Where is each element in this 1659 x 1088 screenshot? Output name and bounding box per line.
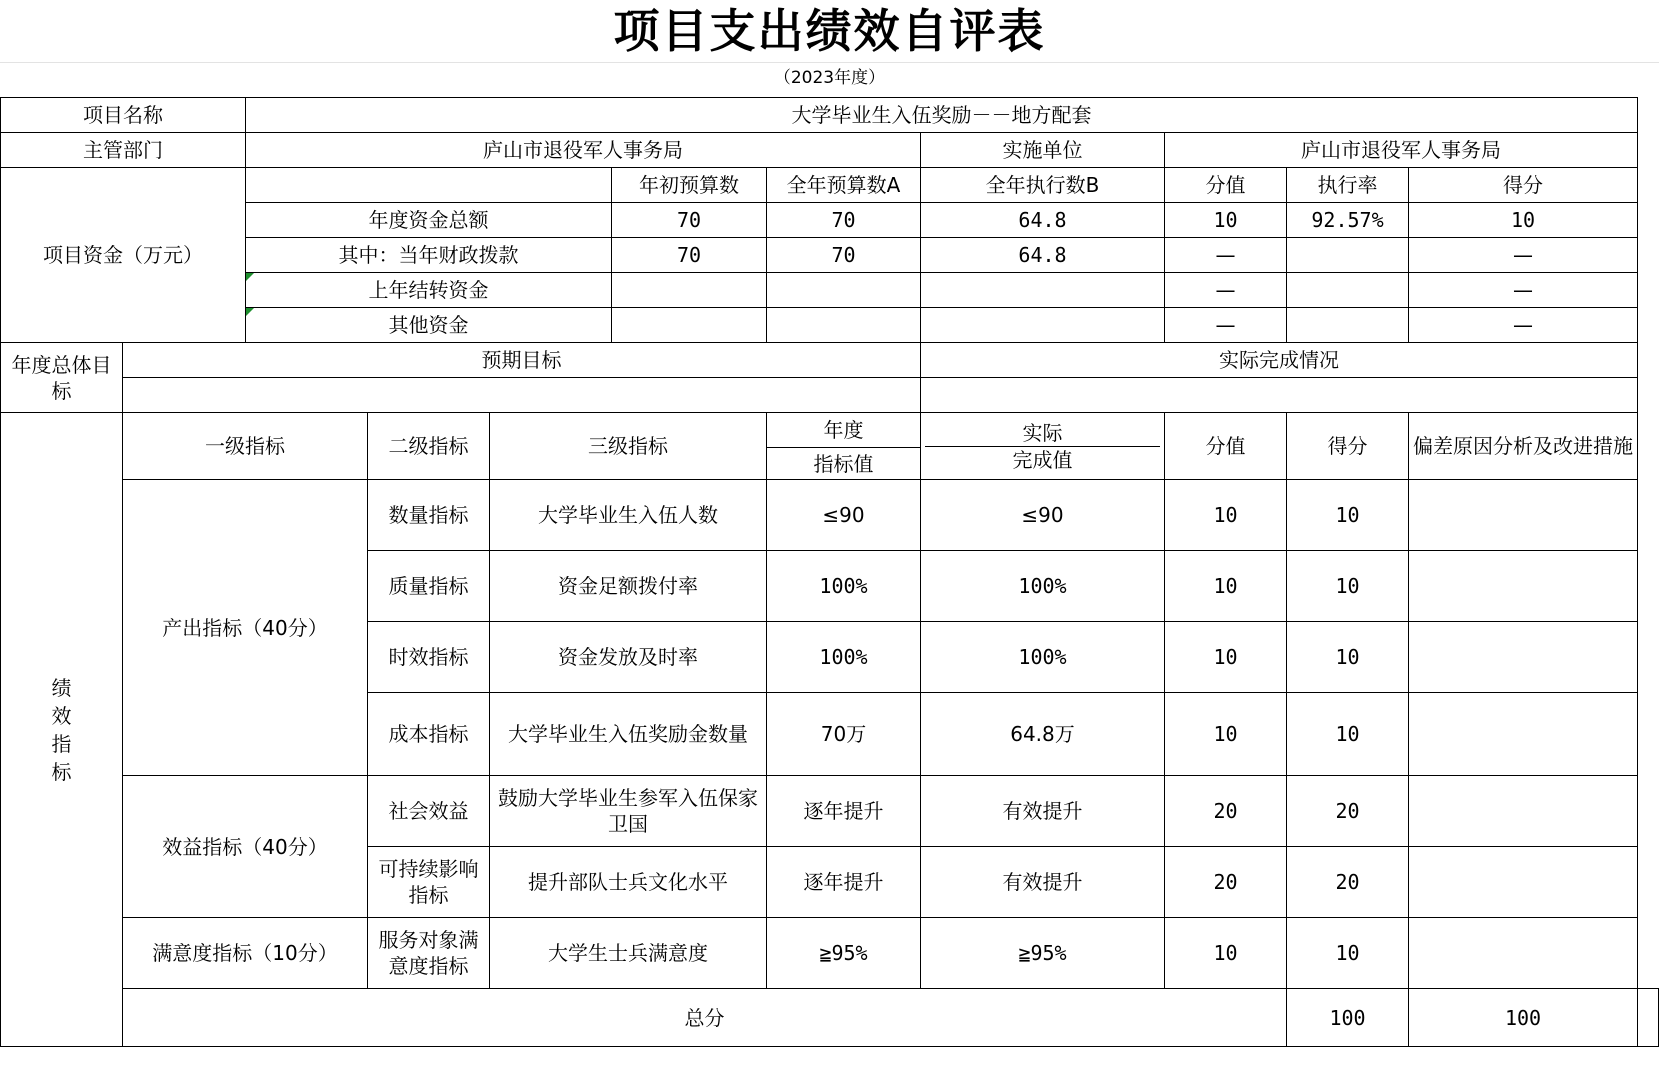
indicators-section-label — [1, 413, 123, 1047]
indicator-level3[interactable]: 大学毕业生入伍奖励金数量 — [490, 693, 767, 776]
indicator-score[interactable]: 20 — [1287, 847, 1409, 918]
indicator-score-value[interactable]: 10 — [1165, 918, 1287, 989]
indicator-deviation[interactable] — [1409, 480, 1638, 551]
comment-marker-icon[interactable] — [246, 308, 254, 316]
total-label: 总分 — [123, 989, 1287, 1047]
impl-value[interactable]: 庐山市退役军人事务局 — [1165, 133, 1638, 168]
indicator-deviation[interactable] — [1409, 776, 1638, 847]
indicator-level3[interactable]: 大学生士兵满意度 — [490, 918, 767, 989]
indicator-score-value[interactable]: 10 — [1165, 622, 1287, 693]
funds-row-rate[interactable]: 92.57% — [1287, 203, 1409, 238]
header-actual-top: 实际 — [925, 420, 1160, 447]
dept-label: 主管部门 — [1, 133, 246, 168]
funds-header-blank[interactable] — [246, 168, 612, 203]
group-satisfaction: 满意度指标（10分） — [123, 918, 368, 989]
funds-header-annual: 全年预算数A — [767, 168, 921, 203]
funds-row-score-value[interactable]: 10 — [1165, 203, 1287, 238]
group-benefit: 效益指标（40分） — [123, 776, 368, 918]
header-score: 得分 — [1287, 413, 1409, 480]
indicator-level3[interactable]: 资金足额拨付率 — [490, 551, 767, 622]
funds-header-initial: 年初预算数 — [612, 168, 767, 203]
project-name-value[interactable]: 大学毕业生入伍奖励－－地方配套 — [246, 98, 1638, 133]
indicator-deviation[interactable] — [1409, 918, 1638, 989]
indicator-target[interactable]: ≤90 — [767, 480, 921, 551]
funds-row-initial[interactable]: 70 — [612, 203, 767, 238]
indicator-score-value[interactable]: 20 — [1165, 776, 1287, 847]
funds-row-rate[interactable] — [1287, 238, 1409, 273]
impl-label: 实施单位 — [921, 133, 1165, 168]
indicator-score[interactable]: 10 — [1287, 622, 1409, 693]
project-name-label: 项目名称 — [1, 98, 246, 133]
funds-row-annual[interactable]: 70 — [767, 203, 921, 238]
funds-label: 项目资金（万元） — [1, 168, 246, 343]
page-subtitle: （2023年度） — [773, 68, 886, 88]
indicator-actual[interactable]: 64.8万 — [921, 693, 1165, 776]
indicator-level3[interactable]: 提升部队士兵文化水平 — [490, 847, 767, 918]
funds-row-name-text: 上年结转资金 — [368, 278, 489, 302]
indicator-level3[interactable]: 大学毕业生入伍人数 — [490, 480, 767, 551]
indicator-score-value[interactable]: 10 — [1165, 693, 1287, 776]
dept-value[interactable]: 庐山市退役军人事务局 — [246, 133, 921, 168]
funds-row-annual[interactable] — [767, 273, 921, 308]
comment-marker-icon[interactable] — [246, 273, 254, 281]
funds-row-executed[interactable]: 64.8 — [921, 203, 1165, 238]
funds-row-score[interactable]: — — [1409, 308, 1638, 343]
indicator-score-value[interactable]: 10 — [1165, 480, 1287, 551]
funds-row-executed[interactable] — [921, 308, 1165, 343]
funds-row-initial[interactable]: 70 — [612, 238, 767, 273]
indicator-score-value[interactable]: 20 — [1165, 847, 1287, 918]
indicator-level2: 服务对象满意度指标 — [368, 918, 490, 989]
funds-row-name-text: 其他资金 — [388, 313, 469, 337]
funds-row-score[interactable]: — — [1409, 238, 1638, 273]
total-score[interactable]: 100 — [1409, 989, 1638, 1047]
funds-header-score-value: 分值 — [1165, 168, 1287, 203]
funds-header-score: 得分 — [1409, 168, 1638, 203]
header-actual — [921, 413, 1165, 480]
funds-row-score-value[interactable]: — — [1165, 238, 1287, 273]
funds-row-score-value[interactable]: — — [1165, 273, 1287, 308]
funds-header-executed: 全年执行数B — [921, 168, 1165, 203]
funds-row-name — [246, 308, 612, 343]
self-evaluation-table — [0, 97, 1659, 1047]
indicator-deviation[interactable] — [1409, 693, 1638, 776]
indicator-actual[interactable]: 有效提升 — [921, 847, 1165, 918]
indicator-level2: 可持续影响指标 — [368, 847, 490, 918]
indicator-target[interactable]: 100% — [767, 551, 921, 622]
indicator-actual[interactable]: ≤90 — [921, 480, 1165, 551]
goals-actual-value[interactable] — [921, 378, 1638, 413]
header-actual-bottom: 完成值 — [1012, 447, 1073, 472]
header-level1: 一级指标 — [123, 413, 368, 480]
funds-row-score[interactable]: 10 — [1409, 203, 1638, 238]
funds-row-score[interactable]: — — [1409, 273, 1638, 308]
indicator-target[interactable]: 逐年提升 — [767, 847, 921, 918]
indicator-actual[interactable]: ≧95% — [921, 918, 1165, 989]
funds-row-rate[interactable] — [1287, 273, 1409, 308]
indicator-score[interactable]: 20 — [1287, 776, 1409, 847]
header-level3: 三级指标 — [490, 413, 767, 480]
indicator-target[interactable]: 70万 — [767, 693, 921, 776]
funds-row-annual[interactable]: 70 — [767, 238, 921, 273]
indicator-level2: 成本指标 — [368, 693, 490, 776]
funds-row-initial[interactable] — [612, 308, 767, 343]
funds-row-name: 其中：当年财政拨款 — [246, 238, 612, 273]
goals-label: 年度总体目标 — [1, 343, 123, 413]
goals-expected-label: 预期目标 — [123, 343, 921, 378]
funds-header-rate: 执行率 — [1287, 168, 1409, 203]
indicator-score[interactable]: 10 — [1287, 918, 1409, 989]
total-score-value[interactable]: 100 — [1287, 989, 1409, 1047]
page-title: 项目支出绩效自评表 — [613, 4, 1046, 58]
header-annual-bottom: 指标值 — [767, 448, 921, 480]
indicator-level2: 质量指标 — [368, 551, 490, 622]
indicator-deviation[interactable] — [1409, 847, 1638, 918]
header-level2: 二级指标 — [368, 413, 490, 480]
indicator-score-value[interactable]: 10 — [1165, 551, 1287, 622]
goals-actual-label: 实际完成情况 — [921, 343, 1638, 378]
total-deviation[interactable] — [1638, 989, 1659, 1047]
funds-row-annual[interactable] — [767, 308, 921, 343]
funds-row-executed[interactable]: 64.8 — [921, 238, 1165, 273]
indicator-level2: 时效指标 — [368, 622, 490, 693]
funds-row-score-value[interactable]: — — [1165, 308, 1287, 343]
funds-row-rate[interactable] — [1287, 308, 1409, 343]
group-output: 产出指标（40分） — [123, 480, 368, 776]
funds-row-name: 年度资金总额 — [246, 203, 612, 238]
indicator-deviation[interactable] — [1409, 622, 1638, 693]
indicator-score[interactable]: 10 — [1287, 480, 1409, 551]
header-deviation: 偏差原因分析及改进措施 — [1409, 413, 1638, 480]
indicator-score[interactable]: 10 — [1287, 693, 1409, 776]
indicator-level3[interactable]: 资金发放及时率 — [490, 622, 767, 693]
indicator-actual[interactable]: 100% — [921, 622, 1165, 693]
indicator-target[interactable]: 逐年提升 — [767, 776, 921, 847]
funds-row-initial[interactable] — [612, 273, 767, 308]
indicators-section-label-text: 绩效指标 — [51, 675, 72, 784]
header-annual-top: 年度 — [767, 413, 921, 448]
indicator-level2: 社会效益 — [368, 776, 490, 847]
goals-expected-value[interactable] — [123, 378, 921, 413]
indicator-actual[interactable]: 有效提升 — [921, 776, 1165, 847]
indicator-level3[interactable]: 鼓励大学毕业生参军入伍保家卫国 — [490, 776, 767, 847]
funds-row-name — [246, 273, 612, 308]
funds-row-executed[interactable] — [921, 273, 1165, 308]
indicator-target[interactable]: ≧95% — [767, 918, 921, 989]
header-score-value: 分值 — [1165, 413, 1287, 480]
row-divider — [0, 62, 1659, 63]
indicator-target[interactable]: 100% — [767, 622, 921, 693]
indicator-actual[interactable]: 100% — [921, 551, 1165, 622]
indicator-deviation[interactable] — [1409, 551, 1638, 622]
indicator-score[interactable]: 10 — [1287, 551, 1409, 622]
indicator-level2: 数量指标 — [368, 480, 490, 551]
